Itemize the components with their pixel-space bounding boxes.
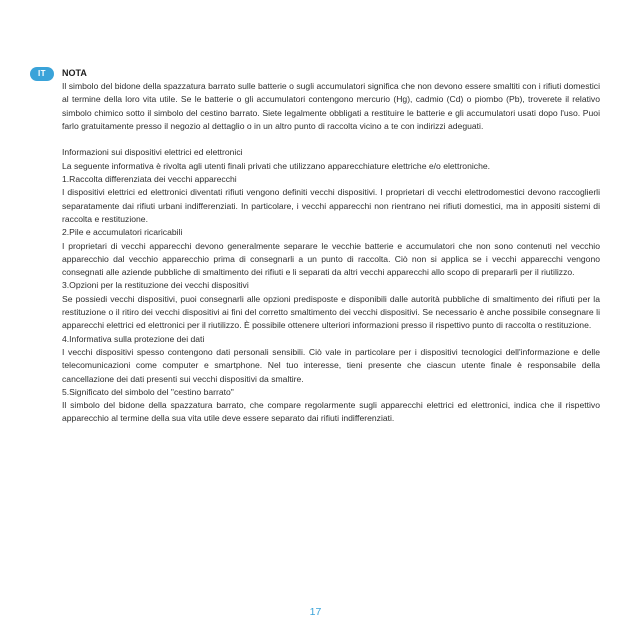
- intro-paragraph: Il simbolo del bidone della spazzatura barrato sulle batterie o sugli accumulatori significa che non devono essere smaltiti con i rifiuti domestici al termine della loro vita utile. Se le batterie o gli accumulatori contengono mercurio (Hg), cadmio (Cd) o piombo (Pb), troverete il relativo simbolo chimico sotto il simbolo del cestino barrato. Siete legalmente obbligati a restituire le batterie e gli accumulatori usati dopo l'uso. Puoi farlo gratuitamente presso il negozio al dettaglio o in un altro punto di raccolta vicino a te con indirizzi adeguati.: [62, 81, 600, 131]
- section-1-body: I dispositivi elettrici ed elettronici diventati rifiuti vengono definiti vecchi dispositivi. I proprietari di vecchi elettrodomestici devono raccoglierli separatamente dai rifiuti urbani indifferenziati. In particolare, i vecchi apparecchi non rientrano nei rifiuti domestici, ma in appositi sistemi di raccolta e restituzione.: [62, 187, 600, 224]
- note-title: NOTA: [62, 68, 87, 78]
- info-intro: La seguente informativa è rivolta agli utenti finali privati che utilizzano apparecchiature elettriche e/o elettroniche.: [62, 160, 491, 171]
- section-3-heading: 3.Opzioni per la restituzione dei vecchi dispositivi: [62, 280, 249, 291]
- section-5-heading: 5.Significato del simbolo del "cestino barrato": [62, 386, 234, 397]
- section-1-heading: 1.Raccolta differenziata dei vecchi apparecchi: [62, 174, 237, 185]
- section-5-body: Il simbolo del bidone della spazzatura barrato, che compare regolarmente sugli apparecchi elettrici ed elettronici, indica che il rispettivo apparecchio al termine della sua vita utile deve essere separato dai rifiuti indifferenziati.: [62, 400, 600, 424]
- section-4-body: I vecchi dispositivi spesso contengono dati personali sensibili. Ciò vale in particolare per i dispositivi tecnologici dell'informazione e delle telecomunicazioni come computer e smartphone. Nel tuo interesse, tieni presente che ciascun utente finale è responsabile della cancellazione dei dati presenti sui vecchi dispositivi da smaltire.: [62, 346, 600, 384]
- section-3-body: Se possiedi vecchi dispositivi, puoi consegnarli alle opzioni predisposte e disponibili dalle autorità pubbliche di smaltimento dei rifiuti per la restituzione o il ritiro dei vecchi dispositivi ai fini del corretto smaltimento dei vecchi dispositivi. Se necessario è anche possibile consegnare li apparecchi elettrici ed elettronici per il riutilizzo. È possibile ottenere ulteriori informazioni presso il rispettivo punto di raccolta o restituzione.: [62, 293, 600, 331]
- page-number: 17: [309, 606, 322, 618]
- paragraph-spacer: [62, 133, 600, 146]
- section-4-heading: 4.Informativa sulla protezione dei dati: [62, 333, 205, 344]
- note-content: [62, 66, 600, 426]
- section-2-heading: 2.Pile e accumulatori ricaricabili: [62, 227, 183, 238]
- section-2-body: I proprietari di vecchi apparecchi devono generalmente separare le vecchie batterie e accumulatori che non sono contenuti nel vecchio apparecchio dal vecchio apparecchio prima di consegnarli a un punto di raccolta. Ciò non si applica se i vecchi apparecchi vengono consegnati alle aziende pubbliche di smaltimento dei rifiuti e li separati da altri vecchi apparecchi allo scopo di prepararli per il riutilizzo.: [62, 240, 600, 278]
- language-badge: IT: [30, 67, 54, 81]
- info-heading: Informazioni sui dispositivi elettrici ed elettronici: [62, 147, 243, 158]
